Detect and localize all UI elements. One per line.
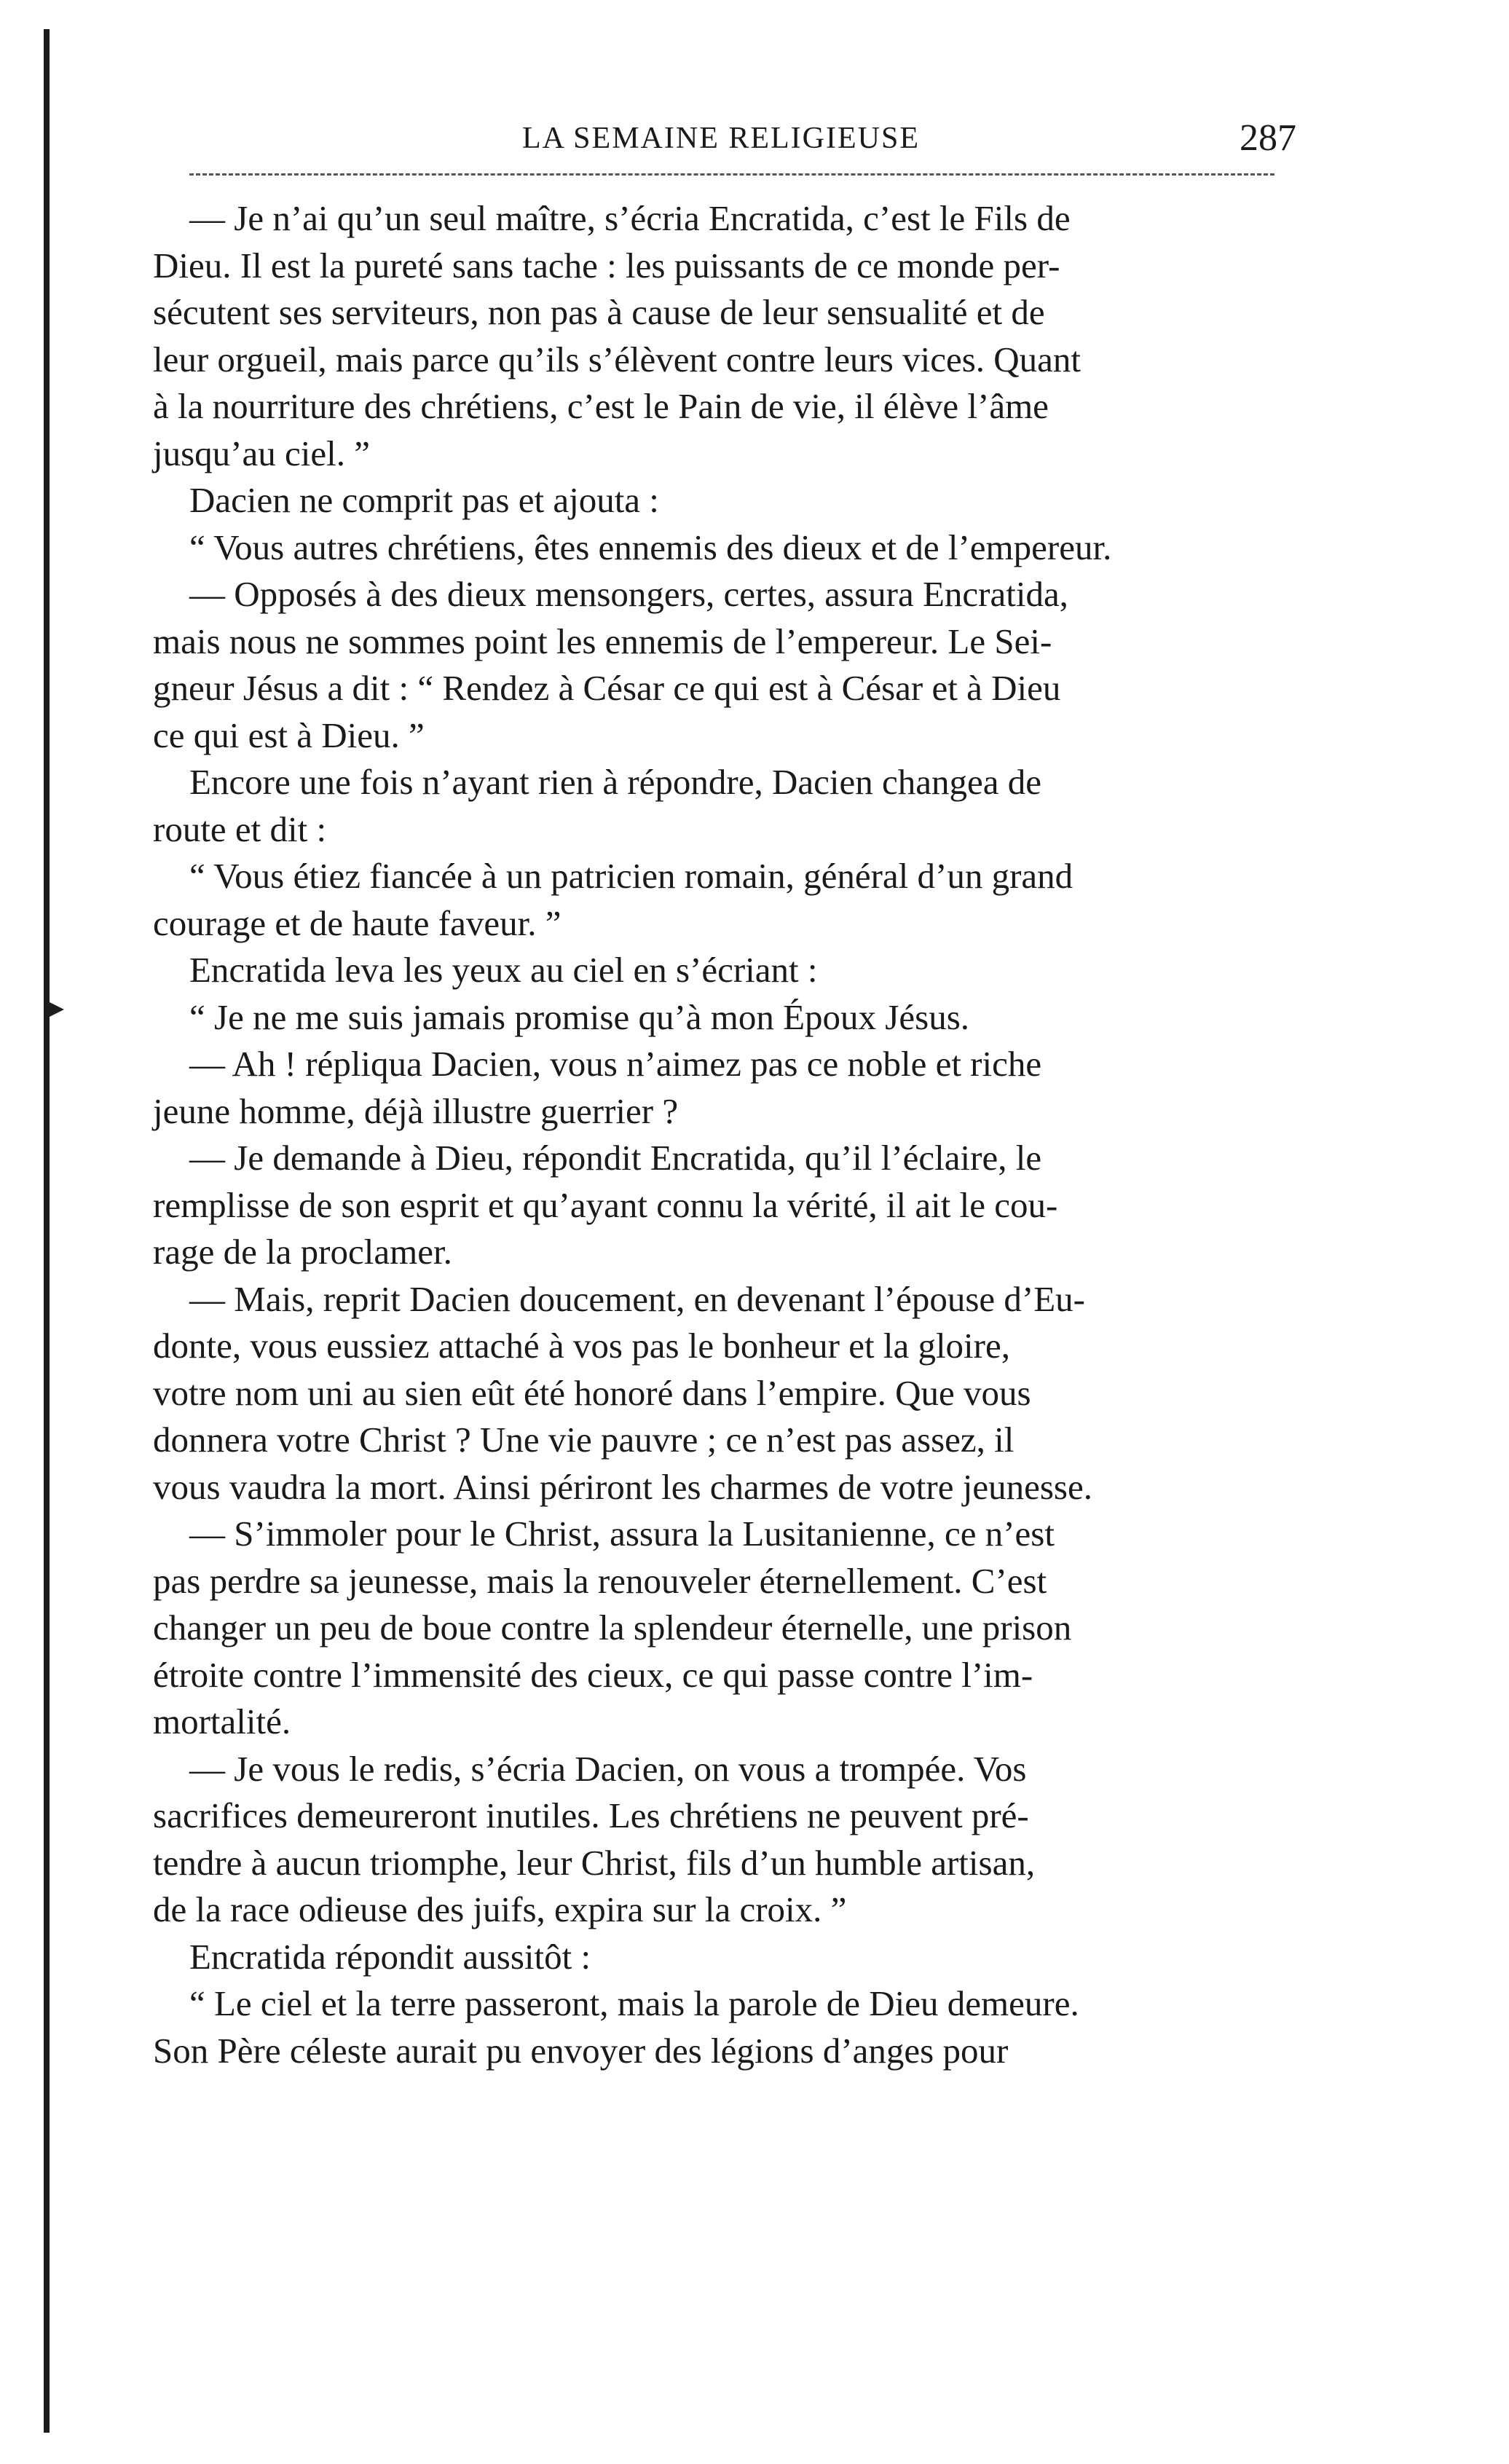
- text-line: Encratida leva les yeux au ciel en s’écriant :: [189, 950, 818, 990]
- text-line: “ Vous autres chrétiens, êtes ennemis des dieux et de l’empereur.: [189, 527, 1112, 567]
- text-line: ce qui est à Dieu. ”: [153, 715, 425, 755]
- text-line: Encratida répondit aussitôt :: [189, 1936, 591, 1977]
- text-line: rage de la proclamer.: [153, 1232, 452, 1272]
- text-line: leur orgueil, mais parce qu’ils s’élèvent contre leurs vices. Quant: [153, 339, 1081, 379]
- text-line: “ Le ciel et la terre passeront, mais la parole de Dieu demeure.: [189, 1983, 1079, 2023]
- text-line: vous vaudra la mort. Ainsi périront les charmes de votre jeunesse.: [153, 1466, 1092, 1507]
- text-line: — Opposés à des dieux mensongers, certes, assura Encratida,: [189, 574, 1068, 614]
- text-line: votre nom uni au sien eût été honoré dans l’empire. Que vous: [153, 1372, 1031, 1413]
- text-line: Dacien ne comprit pas et ajouta :: [189, 480, 659, 520]
- text-line: à la nourriture des chrétiens, c’est le Pain de vie, il élève l’âme: [153, 386, 1049, 426]
- text-line: pas perdre sa jeunesse, mais la renouveler éternellement. C’est: [153, 1560, 1047, 1601]
- text-line: tendre à aucun triomphe, leur Christ, fils d’un humble artisan,: [153, 1842, 1036, 1883]
- text-line: sécutent ses serviteurs, non pas à cause de leur sensualité et de: [153, 292, 1045, 332]
- text-line: Dieu. Il est la pureté sans tache : les puissants de ce monde per-: [153, 245, 1060, 286]
- text-line: — S’immoler pour le Christ, assura la Lusitanienne, ce n’est: [189, 1514, 1055, 1554]
- text-line: mortalité.: [153, 1701, 291, 1741]
- text-line: remplisse de son esprit et qu’ayant connu la vérité, il ait le cou-: [153, 1184, 1058, 1225]
- text-line: jusqu’au ciel. ”: [153, 433, 370, 473]
- body-text: [153, 195, 1274, 2074]
- text-line: — Je demande à Dieu, répondit Encratida, qu’il l’éclaire, le: [189, 1138, 1042, 1178]
- text-line: étroite contre l’immensité des cieux, ce qui passe contre l’im-: [153, 1654, 1033, 1695]
- text-line: donte, vous eussiez attaché à vos pas le bonheur et la gloire,: [153, 1326, 1010, 1366]
- text-line: — Mais, reprit Dacien doucement, en devenant l’épouse d’Eu-: [189, 1278, 1086, 1319]
- text-line: sacrifices demeureront inutiles. Les chrétiens ne peuvent pré-: [153, 1795, 1029, 1835]
- text-line: mais nous ne sommes point les ennemis de l’empereur. Le Sei-: [153, 621, 1052, 661]
- header-rule: [189, 173, 1274, 176]
- text-line: — Je n’ai qu’un seul maître, s’écria Encratida, c’est le Fils de: [189, 198, 1071, 238]
- text-line: de la race odieuse des juifs, expira sur la croix. ”: [153, 1889, 847, 1929]
- text-line: gneur Jésus a dit : “ Rendez à César ce qui est à César et à Dieu: [153, 668, 1061, 708]
- running-title: LA SEMAINE RELIGIEUSE: [522, 122, 920, 155]
- text-line: “ Vous étiez fiancée à un patricien romain, général d’un grand: [189, 856, 1073, 896]
- text-line: changer un peu de boue contre la splendeur éternelle, une prison: [153, 1607, 1072, 1648]
- page-header: [146, 117, 1296, 160]
- text-line: courage et de haute faveur. ”: [153, 902, 562, 943]
- text-line: Son Père céleste aurait pu envoyer des légions d’anges pour: [153, 2030, 1009, 2071]
- margin-mark: [48, 1001, 64, 1018]
- text-line: route et dit :: [153, 808, 327, 849]
- text-line: donnera votre Christ ? Une vie pauvre ; ce n’est pas assez, il: [153, 1420, 1014, 1460]
- text-line: Encore une fois n’ayant rien à répondre, Dacien changea de: [189, 762, 1041, 802]
- text-line: — Ah ! répliqua Dacien, vous n’aimez pas ce noble et riche: [189, 1044, 1042, 1084]
- text-line: — Je vous le redis, s’écria Dacien, on vous a trompée. Vos: [189, 1748, 1027, 1789]
- text-line: jeune homme, déjà illustre guerrier ?: [153, 1090, 679, 1131]
- page-binding-edge: [44, 29, 50, 2433]
- page-number: 287: [1240, 117, 1296, 159]
- text-line: “ Je ne me suis jamais promise qu’à mon Époux Jésus.: [189, 996, 970, 1037]
